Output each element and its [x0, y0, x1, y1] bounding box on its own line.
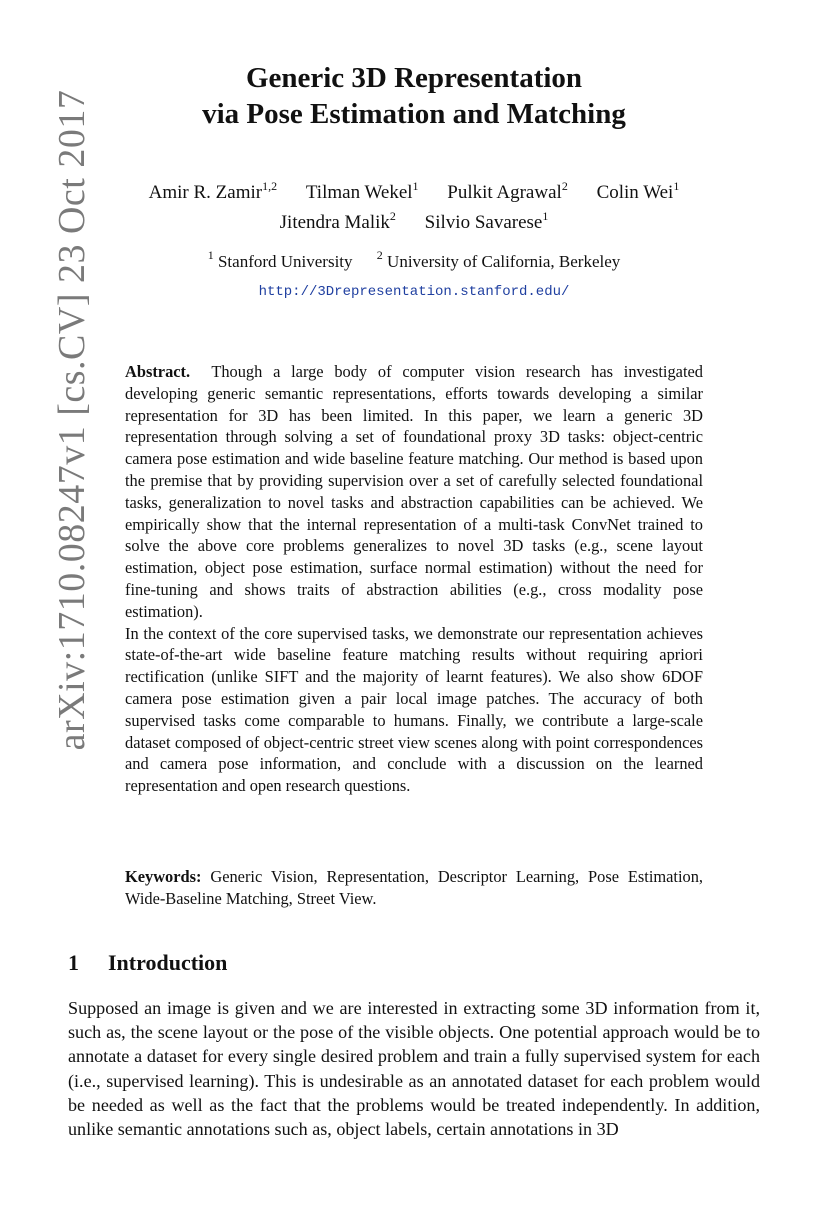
author-affil-mark: 1 [673, 179, 680, 193]
project-url-link[interactable]: http://3Drepresentation.stanford.edu/ [258, 284, 570, 300]
section-heading [68, 950, 227, 976]
author-2 [306, 174, 419, 205]
affiliations [0, 248, 828, 272]
author-3 [447, 174, 568, 205]
affil-mark: 2 [376, 248, 383, 262]
author-affil-mark: 1,2 [262, 179, 278, 193]
author-affil-mark: 2 [389, 209, 396, 223]
keywords-text: Generic Vision, Representation, Descriptor Learning, Pose Estimation, Wide-Baseline Matching, Street View. [125, 867, 703, 908]
abstract-paragraph-1 [125, 361, 703, 623]
affiliation-2 [377, 248, 620, 272]
author-affil-mark: 1 [412, 179, 419, 193]
author-name: Pulkit Agrawal [447, 182, 562, 203]
abstract-paragraph-2: In the context of the core supervised tasks, we demonstrate our representation achieves state-of-the-art wide baseline feature matching results without requiring apriori rectification (unlike SIFT and the majority of learnt features). We also show 6DOF camera pose estimation given a pair local image patches. The accuracy of both supervised tasks come comparable to humans. Finally, we contribute a large-scale dataset composed of object-centric street view scenes along with point correspondences and camera pose information, and conclude with a discussion on the learned representation and open research questions. [125, 623, 703, 796]
author-6 [425, 204, 549, 235]
abstract [125, 361, 703, 797]
keywords [125, 866, 703, 910]
affil-name: University of California, Berkeley [387, 252, 621, 271]
author-row-1 [0, 174, 828, 205]
author-name: Jitendra Malik [279, 212, 390, 233]
author-name: Tilman Wekel [305, 182, 413, 203]
author-affil-mark: 1 [542, 209, 549, 223]
paper-title-line-2: via Pose Estimation and Matching [202, 98, 626, 130]
section-title: Introduction [108, 950, 228, 975]
affiliation-1 [208, 248, 353, 272]
author-5 [280, 204, 396, 235]
author-name: Colin Wei [596, 182, 674, 203]
intro-body [68, 996, 760, 1141]
affil-mark: 1 [207, 248, 214, 262]
paper-title-line-1: Generic 3D Representation [245, 62, 583, 94]
keywords-label: Keywords: [125, 867, 202, 886]
abstract-text-1: Though a large body of computer vision research has investigated developing generic semantic representations, efforts towards developing a similar representation for 3D has been limited. In this paper, we learn a generic 3D representation through solving a set of foundational proxy 3D tasks: object-centric camera pose estimation and wide baseline feature matching. Our method is based upon the premise that by providing supervision over a set of carefully selected foundational tasks, generalization to novel tasks and abstraction capabilities can be achieved. We empirically show that the internal representation of a multi-task ConvNet trained to solve the above core problems generalizes to novel 3D tasks (e.g., scene layout estimation, object pose estimation, surface normal estimation) without the need for fine-tuning and shows traits of abstraction abilities (e.g., cross modality pose estimation). [125, 362, 703, 621]
author-name: Amir R. Zamir [148, 182, 263, 203]
author-name: Silvio Savarese [424, 212, 543, 233]
arxiv-stamp: arXiv:1710.08247v1 [cs.CV] 23 Oct 2017 [51, 89, 93, 751]
author-1 [149, 174, 277, 205]
intro-paragraph: Supposed an image is given and we are interested in extracting some 3D information from it, such as, the scene layout or the pose of the visible objects. One potential approach would be to annotate a dataset for every single desired problem and train a fully supervised system for each (i.e., supervised learning). This is undesirable as an annotated dataset for each problem would be needed as well as the fact that the problems would be treated independently. In addition, unlike semantic annotations such as, object labels, certain annotations in 3D [68, 998, 760, 1140]
author-row-2 [0, 204, 828, 235]
author-affil-mark: 2 [561, 179, 568, 193]
abstract-label: Abstract. [125, 362, 191, 381]
author-4 [597, 174, 680, 205]
section-number: 1 [68, 950, 79, 975]
affil-name: Stanford University [217, 252, 353, 271]
